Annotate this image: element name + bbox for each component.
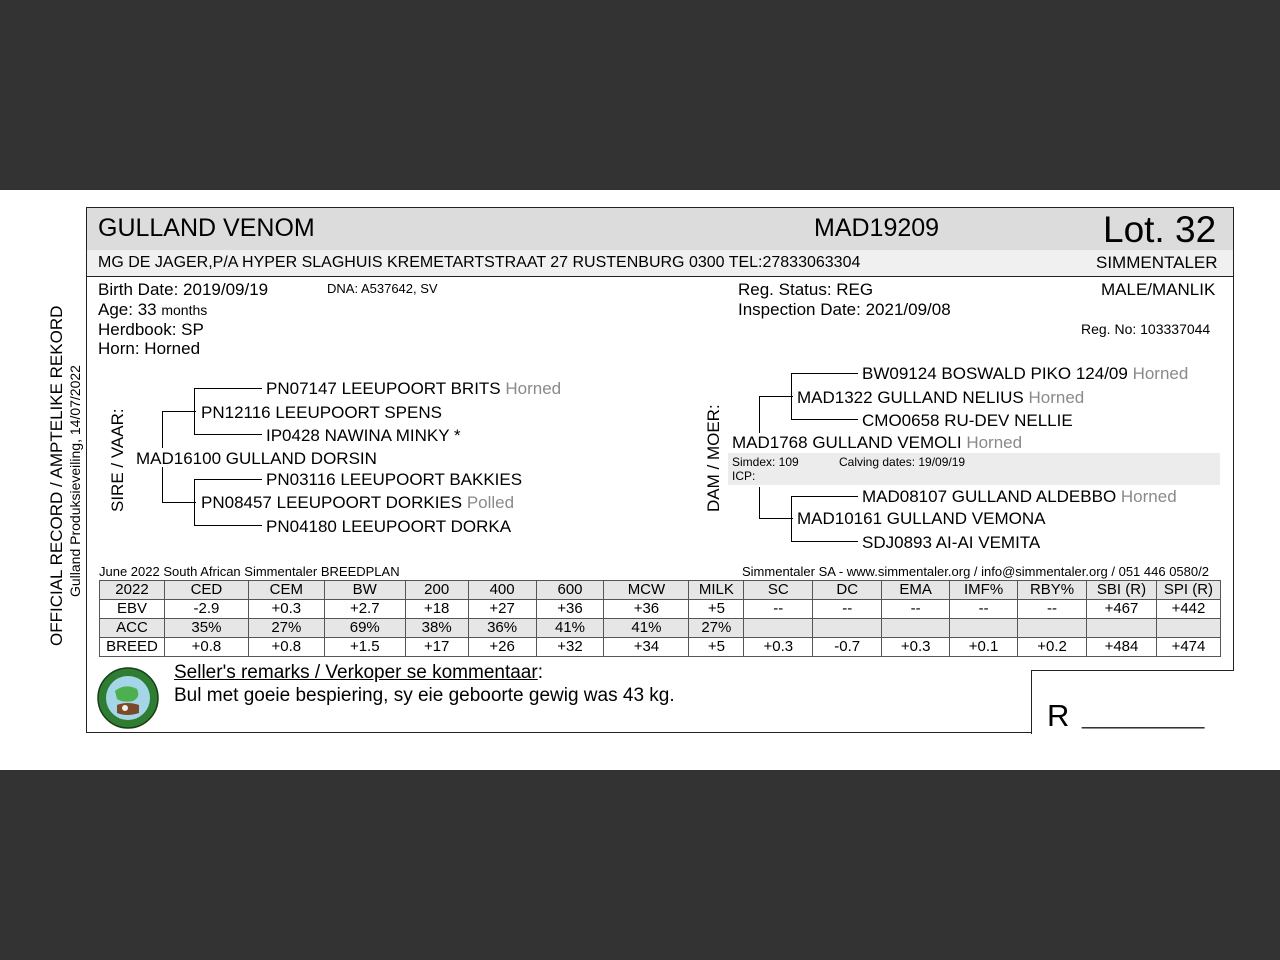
ebv-cell bbox=[950, 619, 1018, 638]
ebv-cell bbox=[1087, 619, 1157, 638]
ebv-cell: 27% bbox=[689, 619, 744, 638]
ebv-cell: SC bbox=[744, 581, 813, 600]
simdex: Simdex: 109 bbox=[732, 455, 799, 469]
ebv-cell: 200 bbox=[405, 581, 468, 600]
inspection-date: Inspection Date: 2021/09/08 bbox=[738, 300, 951, 319]
ebv-cell: +0.8 bbox=[248, 638, 324, 657]
icp: ICP: bbox=[732, 469, 756, 483]
ebv-cell: +26 bbox=[468, 638, 536, 657]
pedigree-line bbox=[759, 396, 760, 433]
sire-dam-sire: PN03116 LEEUPOORT BAKKIES bbox=[266, 470, 523, 489]
dam-name: MAD1768 GULLAND VEMOLI bbox=[732, 433, 962, 452]
ebv-cell: 400 bbox=[468, 581, 536, 600]
ebv-cell: -2.9 bbox=[164, 600, 248, 619]
ebv-cell: 41% bbox=[604, 619, 689, 638]
sire-sire-sire: PN07147 LEEUPOORT BRITS bbox=[266, 379, 501, 398]
ebv-cell: IMF% bbox=[950, 581, 1018, 600]
ebv-cell: +0.3 bbox=[744, 638, 813, 657]
ebv-cell bbox=[882, 619, 950, 638]
dam-label: DAM / MOER: bbox=[704, 404, 723, 512]
price-currency: R bbox=[1047, 698, 1070, 733]
ebv-row-label: 2022 bbox=[100, 581, 165, 600]
horn-status: Horned bbox=[966, 433, 1023, 452]
animal-name: GULLAND VENOM bbox=[98, 214, 315, 242]
registration-number: Reg. No: 103337044 bbox=[1081, 321, 1211, 337]
sex: MALE/MANLIK bbox=[1101, 280, 1216, 299]
horn-status: Horned bbox=[505, 379, 562, 398]
calving-dates: Calving dates: 19/09/19 bbox=[839, 455, 966, 469]
horn-status: Horn: Horned bbox=[98, 339, 201, 358]
dam-sire-sire: BW09124 BOSWALD PIKO 124/09 bbox=[862, 364, 1128, 383]
ebv-cell: +5 bbox=[689, 638, 744, 657]
sire-sire: PN12116 LEEUPOORT SPENS bbox=[201, 403, 442, 422]
price-blank[interactable]: __________ bbox=[1082, 704, 1205, 729]
horn-status: Horned bbox=[1120, 487, 1177, 506]
auction-label: Gulland Produksieveiling, 14/07/2022 bbox=[67, 365, 83, 597]
ebv-cell bbox=[1018, 619, 1087, 638]
ebv-cell: +0.3 bbox=[882, 638, 950, 657]
ebv-row-label: EBV bbox=[100, 600, 165, 619]
ebv-cell: EMA bbox=[882, 581, 950, 600]
dam-dam-sire: MAD08107 GULLAND ALDEBBO bbox=[862, 487, 1117, 506]
dam-sire: MAD1322 GULLAND NELIUS bbox=[797, 388, 1024, 407]
ebv-cell: +467 bbox=[1087, 600, 1157, 619]
pedigree-line bbox=[162, 502, 196, 503]
ebv-cell: RBY% bbox=[1018, 581, 1087, 600]
ebv-cell: 27% bbox=[248, 619, 324, 638]
ebv-cell: -- bbox=[882, 600, 950, 619]
ebv-cell: 36% bbox=[468, 619, 536, 638]
ebv-cell: SPI (R) bbox=[1156, 581, 1220, 600]
ebv-cell: +0.3 bbox=[248, 600, 324, 619]
herdbook: Herdbook: SP bbox=[98, 320, 204, 339]
society-logo bbox=[97, 667, 159, 729]
ebv-row bbox=[100, 619, 1221, 638]
ebv-row-label: BREED bbox=[100, 638, 165, 657]
ebv-cell: +442 bbox=[1156, 600, 1220, 619]
pedigree-line bbox=[194, 388, 262, 389]
registration-code: MAD19209 bbox=[814, 214, 940, 242]
horn-status: Horned bbox=[1028, 388, 1085, 407]
ebv-cell: +36 bbox=[536, 600, 604, 619]
ebv-cell: 35% bbox=[164, 619, 248, 638]
horn-status: Horned bbox=[1132, 364, 1189, 383]
dam-dam-dam: SDJ0893 AI-AI VEMITA bbox=[862, 533, 1041, 552]
horn-status: Polled bbox=[466, 493, 515, 512]
ebv-cell: CED bbox=[164, 581, 248, 600]
ebv-cell: +0.8 bbox=[164, 638, 248, 657]
pedigree-line bbox=[759, 518, 793, 519]
ebv-cell bbox=[1156, 619, 1220, 638]
ebv-row bbox=[100, 581, 1221, 600]
ebv-cell: -0.7 bbox=[813, 638, 882, 657]
pedigree-line bbox=[194, 525, 262, 526]
pedigree-line bbox=[162, 411, 196, 412]
ebv-cell: +2.7 bbox=[324, 600, 405, 619]
breedplan-title: June 2022 South African Simmentaler BREEDPLAN bbox=[99, 564, 400, 579]
pedigree-line bbox=[791, 496, 792, 542]
dna-info: DNA: A537642, SV bbox=[327, 281, 438, 296]
pedigree-line bbox=[194, 479, 262, 480]
pedigree-line bbox=[791, 419, 858, 420]
owner-details: MG DE JAGER,P/A HYPER SLAGHUIS KREMETARTSTRAAT 27 RUSTENBURG 0300 TEL:27833063304 bbox=[98, 254, 861, 271]
dam-stats-box bbox=[728, 453, 1220, 485]
ebv-row-label: ACC bbox=[100, 619, 165, 638]
birth-date: Birth Date: 2019/09/19 bbox=[98, 280, 269, 299]
ebv-cell: 600 bbox=[536, 581, 604, 600]
pedigree-line bbox=[791, 496, 858, 497]
breedplan-contact: Simmentaler SA - www.simmentaler.org / info@simmentaler.org / 051 446 0580/2 bbox=[742, 564, 1209, 579]
ebv-cell: +17 bbox=[405, 638, 468, 657]
ebv-cell: +5 bbox=[689, 600, 744, 619]
ebv-cell: +27 bbox=[468, 600, 536, 619]
pedigree-line bbox=[194, 479, 195, 526]
ebv-cell: -- bbox=[744, 600, 813, 619]
ebv-cell: CEM bbox=[248, 581, 324, 600]
pedigree-line bbox=[759, 487, 760, 518]
ebv-cell: +0.1 bbox=[950, 638, 1018, 657]
lot-number: Lot. 32 bbox=[1103, 209, 1217, 250]
ebv-cell: +484 bbox=[1087, 638, 1157, 657]
sire-label: SIRE / VAAR: bbox=[108, 408, 127, 512]
ebv-cell: 69% bbox=[324, 619, 405, 638]
remarks-colon: : bbox=[537, 662, 543, 683]
ebv-cell bbox=[813, 619, 882, 638]
remarks-text: Bul met goeie bespiering, sy eie geboorte gewig was 43 kg. bbox=[174, 685, 675, 706]
remarks-heading: Seller's remarks / Verkoper se kommentaar bbox=[174, 662, 538, 683]
ebv-cell: 41% bbox=[536, 619, 604, 638]
sire-dam: PN08457 LEEUPOORT DORKIES bbox=[201, 493, 463, 512]
dam-dam: MAD10161 GULLAND VEMONA bbox=[797, 509, 1046, 528]
registration-status: Reg. Status: REG bbox=[738, 280, 874, 299]
ebv-cell: -- bbox=[950, 600, 1018, 619]
ebv-cell: +32 bbox=[536, 638, 604, 657]
age-unit: months bbox=[161, 302, 208, 318]
ebv-cell: +34 bbox=[604, 638, 689, 657]
sire-sire-dam: IP0428 NAWINA MINKY * bbox=[266, 426, 461, 445]
ebv-cell: DC bbox=[813, 581, 882, 600]
pedigree-line bbox=[791, 373, 858, 374]
sire-name: MAD16100 GULLAND DORSIN bbox=[136, 449, 377, 468]
ebv-cell: 38% bbox=[405, 619, 468, 638]
ebv-cell: MCW bbox=[604, 581, 689, 600]
ebv-cell: -- bbox=[813, 600, 882, 619]
pedigree-line bbox=[162, 411, 163, 448]
sire-dam-dam: PN04180 LEEUPOORT DORKA bbox=[266, 517, 512, 536]
ebv-cell: +18 bbox=[405, 600, 468, 619]
pedigree-line bbox=[759, 396, 793, 397]
ebv-row bbox=[100, 638, 1221, 657]
ebv-cell: MILK bbox=[689, 581, 744, 600]
age: Age: 33 bbox=[98, 300, 157, 319]
ebv-cell: +36 bbox=[604, 600, 689, 619]
dam-sire-dam: CMO0658 RU-DEV NELLIE bbox=[862, 411, 1073, 430]
ebv-cell: BW bbox=[324, 581, 405, 600]
ebv-table bbox=[99, 580, 1221, 657]
breed-name: SIMMENTALER bbox=[1096, 253, 1218, 272]
ebv-cell: SBI (R) bbox=[1087, 581, 1157, 600]
ebv-cell: -- bbox=[1018, 600, 1087, 619]
pedigree-line bbox=[791, 541, 858, 542]
ebv-cell: +474 bbox=[1156, 638, 1220, 657]
ebv-cell: +0.2 bbox=[1018, 638, 1087, 657]
ebv-cell: +1.5 bbox=[324, 638, 405, 657]
ebv-row bbox=[100, 600, 1221, 619]
pedigree-line bbox=[194, 434, 262, 435]
pedigree-line bbox=[162, 467, 163, 502]
official-record-label: OFFICIAL RECORD / AMPTELIKE REKORD bbox=[47, 305, 66, 646]
ebv-cell bbox=[744, 619, 813, 638]
